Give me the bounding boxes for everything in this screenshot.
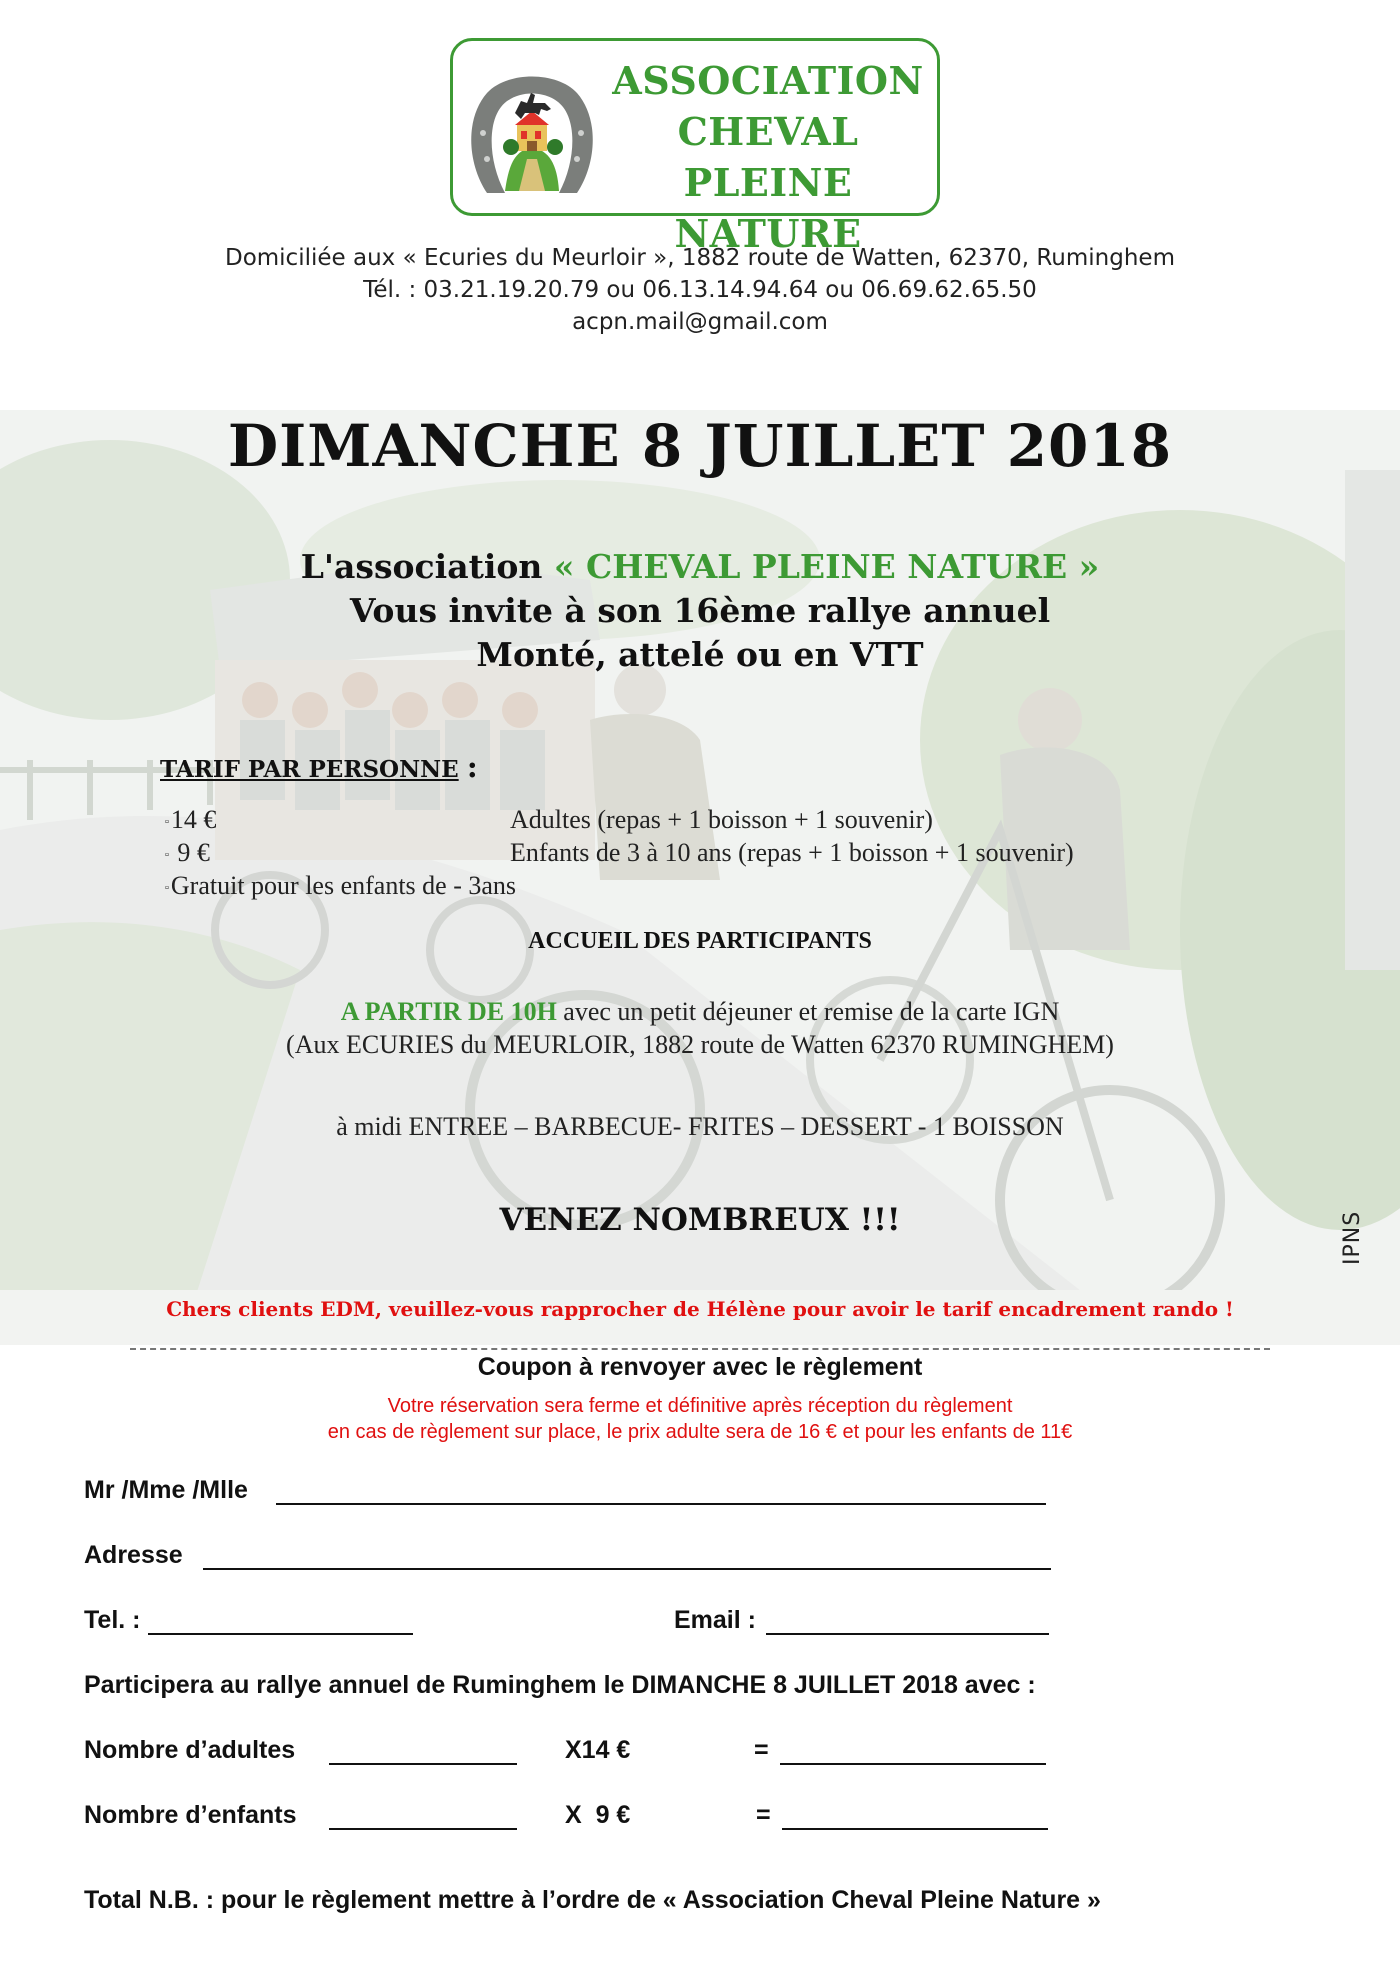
arrival-text: avec un petit déjeuner et remise de la carte IGN [556, 997, 1060, 1026]
adults-price: X14 € [565, 1736, 631, 1764]
adults-total-field[interactable] [780, 1763, 1046, 1765]
children-label: Nombre d’enfants [84, 1801, 297, 1829]
coupon-title: Coupon à renvoyer avec le règlement [477, 1353, 923, 1381]
ipns-mark: IPNS [1340, 1210, 1365, 1265]
name-label: Mr /Mme /Mlle [84, 1476, 248, 1504]
coupon-note-line-1: Votre réservation sera ferme et définitive après réception du règlement [387, 1395, 1013, 1417]
logo-line-1: ASSOCIATION [612, 58, 924, 103]
address-field[interactable] [203, 1568, 1051, 1570]
come-many-heading: VENEZ NOMBREUX !!! [499, 1202, 901, 1238]
address-line: Domiciliée aux « Ecuries du Meurloir », 1882 route de Watten, 62370, Ruminghem [224, 245, 1175, 271]
cut-line-divider [130, 1348, 1270, 1350]
invitation-line-2: Vous invite à son 16ème rallye annuel [349, 591, 1051, 630]
invitation-line-3: Monté, attelé ou en VTT [476, 635, 924, 674]
price-amount: Gratuit pour les enfants de - 3ans [170, 871, 517, 900]
logo-line-2: CHEVAL [677, 109, 859, 154]
logo-title [603, 55, 933, 259]
tarif-heading [160, 750, 478, 785]
address-label: Adresse [84, 1541, 183, 1569]
bullet-icon: ▫ [165, 816, 169, 829]
children-count-field[interactable] [329, 1828, 517, 1830]
price-free [165, 871, 516, 901]
price-amount: 14 € [170, 805, 217, 834]
tel-label: Tel. : [84, 1606, 141, 1634]
invitation-block [0, 545, 1400, 677]
price-child-desc: Enfants de 3 à 10 ans (repas + 1 boisson + 1 souvenir) [510, 838, 1074, 867]
price-amount: 9 € [170, 838, 210, 867]
arrival-line-1 [0, 995, 1400, 1028]
bullet-icon: ▫ [165, 882, 169, 895]
accueil-heading: ACCUEIL DES PARTICIPANTS [528, 928, 872, 954]
tel-field[interactable] [148, 1633, 413, 1635]
adults-count-field[interactable] [329, 1763, 517, 1765]
children-price: X 9 € [565, 1801, 631, 1829]
tarif-heading-colon: : [466, 750, 478, 785]
horseshoe-castle-rider-icon [465, 63, 599, 201]
event-title: DIMANCHE 8 JUILLET 2018 [227, 412, 1173, 480]
phone-line: Tél. : 03.21.19.20.79 ou 06.13.14.94.64 ou 06.69.62.65.50 [363, 277, 1037, 303]
lunch-menu: à midi ENTREE – BARBECUE- FRITES – DESSERT - 1 BOISSON [336, 1112, 1064, 1141]
email-line: acpn.mail@gmail.com [572, 309, 828, 335]
edm-notice: Chers clients EDM, veuillez-vous rapprocher de Hélène pour avoir le tarif encadrement rando ! [166, 1297, 1234, 1321]
price-child [165, 838, 210, 868]
invitation-line-1 [0, 545, 1400, 589]
participation-text: Participera au rallye annuel de Ruminghem le DIMANCHE 8 JUILLET 2018 avec : [84, 1671, 1036, 1699]
arrival-line-2: (Aux ECURIES du MEURLOIR, 1882 route de Watten 62370 RUMINGHEM) [286, 1030, 1114, 1059]
arrival-info [0, 995, 1400, 1061]
total-note: Total N.B. : pour le règlement mettre à l’ordre de « Association Cheval Pleine Nature » [84, 1886, 1101, 1914]
price-adult [165, 805, 216, 835]
invite-prefix: L'association [300, 547, 554, 586]
adults-equals: = [754, 1736, 769, 1764]
association-logo [450, 38, 940, 256]
price-adult-desc: Adultes (repas + 1 boisson + 1 souvenir) [510, 805, 933, 834]
email-field[interactable] [766, 1633, 1049, 1635]
name-field[interactable] [276, 1503, 1046, 1505]
email-label: Email : [674, 1606, 756, 1634]
logo-line-3: PLEINE NATURE [674, 160, 862, 256]
association-name: « CHEVAL PLEINE NATURE » [553, 547, 1100, 586]
association-address [0, 242, 1400, 338]
arrival-time: A PARTIR DE 10H [340, 997, 557, 1026]
children-total-field[interactable] [782, 1828, 1048, 1830]
adults-label: Nombre d’adultes [84, 1736, 296, 1764]
children-equals: = [756, 1801, 771, 1829]
coupon-note-line-2: en cas de règlement sur place, le prix adulte sera de 16 € et pour les enfants de 11€ [327, 1421, 1073, 1443]
tarif-heading-text: TARIF PAR PERSONNE [160, 756, 459, 783]
coupon-note [0, 1393, 1400, 1445]
bullet-icon: ▫ [165, 849, 169, 862]
